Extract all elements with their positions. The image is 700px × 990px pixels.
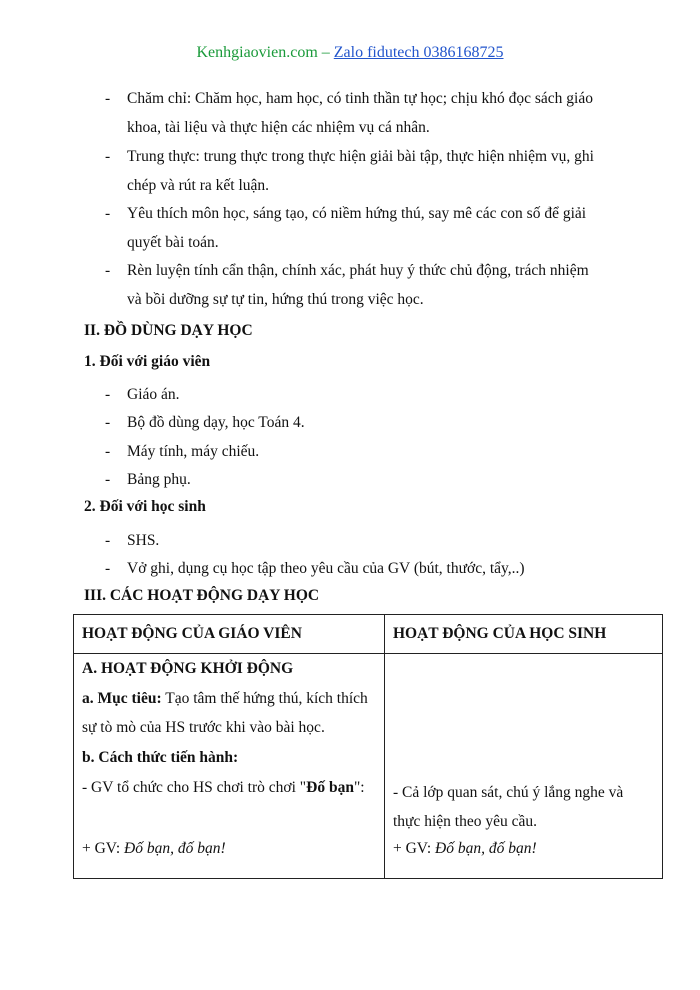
- table-header-row: [74, 615, 663, 654]
- subsection-heading: 1. Đối với giáo viên: [84, 353, 211, 370]
- list-item: [105, 380, 180, 409]
- quality-item: [105, 142, 625, 200]
- list-item: [105, 554, 525, 583]
- list-item-text: SHS.: [127, 532, 160, 549]
- quality-item: [105, 199, 625, 257]
- quality-line: chép và rút ra kết luận.: [127, 177, 270, 194]
- list-item: [105, 437, 259, 466]
- quality-line: khoa, tài liệu và thực hiện các nhiệm vụ cá nhân.: [127, 119, 430, 136]
- activity-table: [73, 614, 663, 879]
- dash-bullet: -: [105, 262, 111, 279]
- quality-line: quyết bài toán.: [127, 234, 219, 251]
- game-name: Đố bạn: [306, 779, 354, 796]
- section-heading: II. ĐỒ DÙNG DẠY HỌC: [84, 322, 253, 339]
- list-item-text: Bộ đồ dùng dạy, học Toán 4.: [127, 414, 305, 431]
- teacher-cell: [74, 654, 385, 879]
- gv-game-prefix: - GV tổ chức cho HS chơi trò chơi ": [82, 779, 307, 796]
- student-cell: [385, 654, 663, 879]
- quality-item: [105, 84, 625, 142]
- table-row: [74, 654, 663, 879]
- section-heading: III. CÁC HOẠT ĐỘNG DẠY HỌC: [84, 587, 320, 604]
- site-name[interactable]: Kenhgiaovien.com: [196, 44, 318, 61]
- goal-text: Tạo tâm thế hứng thú, kích thích: [161, 690, 368, 707]
- goal-line: sự tò mò của HS trước khi vào bài học.: [82, 719, 325, 736]
- gv-says-text: Đố bạn, đố bạn!: [124, 840, 226, 857]
- dash-bullet: -: [105, 90, 111, 107]
- dash-bullet: -: [105, 205, 111, 222]
- quality-line: và bồi dưỡng sự tự tin, hứng thú trong việc học.: [127, 291, 424, 308]
- gv-game-line: [82, 779, 365, 797]
- list-item-text: Vở ghi, dụng cụ học tập theo yêu cầu của GV (bút, thước, tẩy,..): [127, 560, 525, 577]
- hs-says-line: [393, 840, 537, 858]
- gv-game-suffix: ":: [353, 779, 365, 796]
- column-header-student: HOẠT ĐỘNG CỦA HỌC SINH: [385, 615, 663, 654]
- list-item-text: Giáo án.: [127, 386, 180, 403]
- activity-title: A. HOẠT ĐỘNG KHỞI ĐỘNG: [82, 660, 294, 677]
- hs-says-text: Đố bạn, đố bạn!: [435, 840, 537, 857]
- zalo-contact-link[interactable]: Zalo fidutech 0386168725: [333, 44, 504, 61]
- dash-bullet: -: [105, 471, 111, 488]
- hs-line: - Cả lớp quan sát, chú ý lắng nghe và: [393, 784, 624, 801]
- column-header-teacher: HOẠT ĐỘNG CỦA GIÁO VIÊN: [74, 615, 385, 654]
- goal-line: [82, 690, 368, 708]
- list-item-text: Máy tính, máy chiếu.: [127, 443, 260, 460]
- method-label: b. Cách thức tiến hành:: [82, 749, 239, 766]
- dash-bullet: -: [105, 532, 111, 549]
- list-item: [105, 465, 191, 494]
- dash-bullet: -: [105, 148, 111, 165]
- dash-bullet: -: [105, 560, 111, 577]
- quality-line: Trung thực: trung thực trong thực hiện giải bài tập, thực hiện nhiệm vụ, ghi: [127, 148, 594, 165]
- quality-line: Rèn luyện tính cẩn thận, chính xác, phát huy ý thức chủ động, trách nhiệm: [127, 262, 589, 279]
- hs-says-prefix: + GV:: [393, 840, 436, 857]
- list-item: [105, 408, 305, 437]
- dash-bullet: -: [105, 414, 111, 431]
- list-item: [105, 526, 159, 555]
- goal-label: a. Mục tiêu:: [82, 690, 162, 707]
- quality-line: Chăm chỉ: Chăm học, ham học, có tinh thần tự học; chịu khó đọc sách giáo: [127, 90, 593, 107]
- gv-says-line: [82, 840, 226, 858]
- subsection-heading: 2. Đối với học sinh: [84, 498, 206, 515]
- page-header: [0, 44, 700, 62]
- quality-line: Yêu thích môn học, sáng tạo, có niềm hứng thú, say mê các con số để giải: [127, 205, 587, 222]
- dash-bullet: -: [105, 443, 111, 460]
- quality-item: [105, 256, 625, 314]
- dash-bullet: -: [105, 386, 111, 403]
- header-separator: –: [317, 44, 334, 61]
- gv-says-prefix: + GV:: [82, 840, 125, 857]
- hs-line: thực hiện theo yêu cầu.: [393, 813, 537, 830]
- list-item-text: Bảng phụ.: [127, 471, 191, 488]
